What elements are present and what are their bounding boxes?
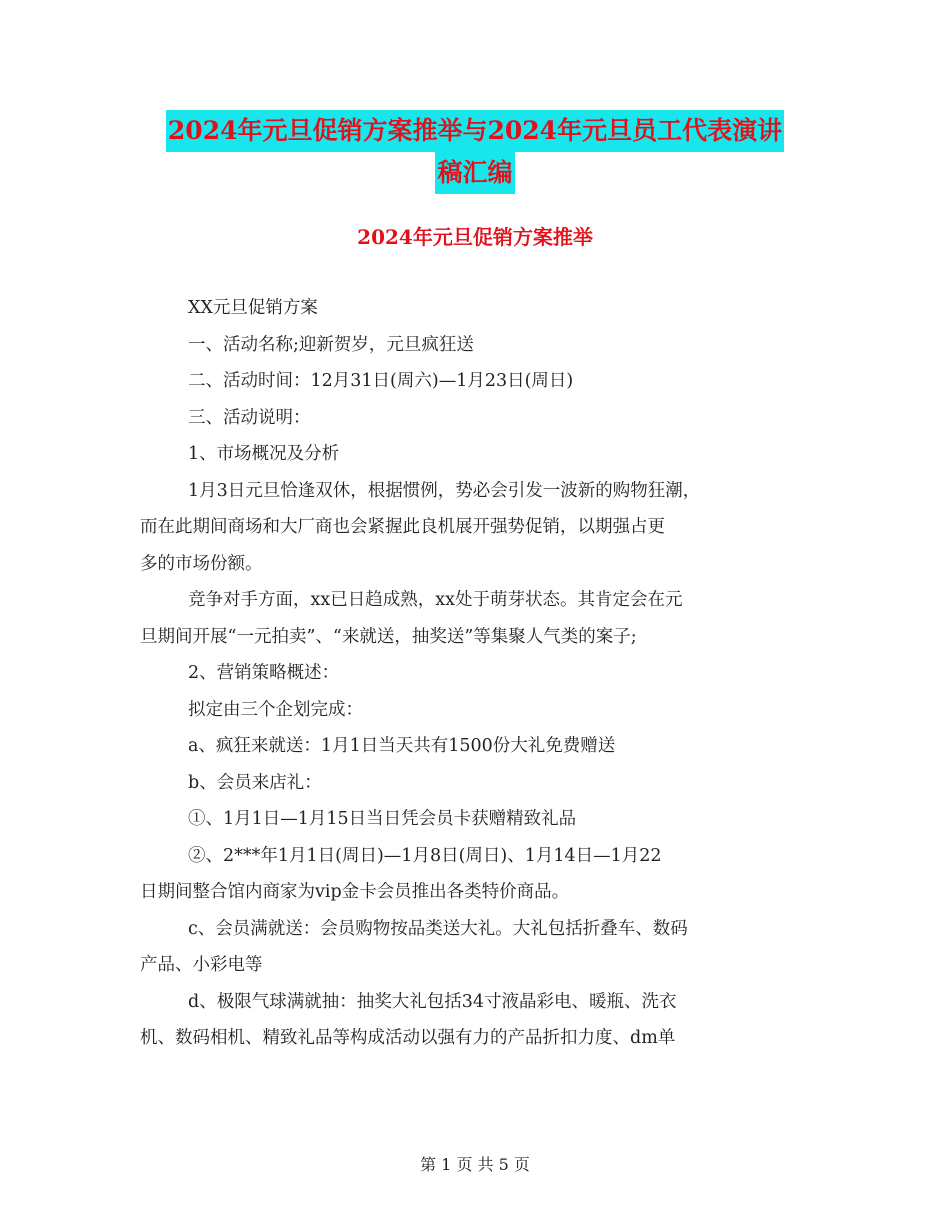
paragraph-line: ①、1月1日—1月15日当日凭会员卡获赠精致礼品: [188, 809, 577, 829]
paragraph-line: 1、市场概况及分析: [188, 444, 340, 464]
paragraph-line: 机、数码相机、精致礼品等构成活动以强有力的产品折扣力度、dm单: [140, 1028, 676, 1048]
section-title: 2024年元旦促销方案推举: [357, 225, 593, 249]
paragraph-line: 多的市场份额。: [140, 553, 263, 574]
paragraph-line: c、会员满就送：会员购物按品类送大礼。大礼包括折叠车、数码: [188, 918, 688, 939]
page-footer: 第 1 页 共 5 页: [420, 1155, 530, 1174]
paragraph-line: 三、活动说明：: [188, 407, 311, 428]
paragraph-line: 产品、小彩电等: [140, 955, 263, 975]
paragraph-line: 日期间整合馆内商家为vip金卡会员推出各类特价商品。: [140, 882, 570, 902]
title-line-1: 2024年元旦促销方案推举与2024年元旦员工代表演讲: [166, 110, 784, 152]
paragraph-line: 拟定由三个企划完成：: [188, 699, 363, 720]
paragraph-line: 竞争对手方面，xx已日趋成熟，xx处于萌芽状态。其肯定会在元: [188, 590, 683, 610]
paragraph-line: 旦期间开展“一元拍卖”、“来就送，抽奖送”等集聚人气类的案子;: [140, 626, 637, 647]
paragraph-line: a、疯狂来就送：1月1日当天共有1500份大礼免费赠送: [188, 736, 616, 756]
paragraph-line: 一、活动名称;迎新贺岁，元旦疯狂送: [188, 334, 474, 355]
paragraph-line: 而在此期间商场和大厂商也会紧握此良机展开强势促销，以期强占更: [140, 517, 665, 537]
paragraph-line: b、会员来店礼：: [188, 772, 322, 793]
title-line-2: 稿汇编: [435, 152, 514, 194]
paragraph-line: 二、活动时间：12月31日(周六)—1月23日(周日): [188, 371, 574, 391]
body-text: [140, 290, 820, 1057]
paragraph-line: XX元旦促销方案: [188, 298, 318, 318]
paragraph-line: 2、营销策略概述：: [188, 663, 340, 683]
document-title: [140, 110, 810, 194]
paragraph-line: ②、2***年1月1日(周日)—1月8日(周日)、1月14日—1月22: [188, 845, 662, 866]
paragraph-line: 1月3日元旦恰逢双休，根据惯例，势必会引发一波新的购物狂潮，: [188, 480, 701, 501]
paragraph-line: d、极限气球满就抽：抽奖大礼包括34寸液晶彩电、暖瓶、洗衣: [188, 991, 677, 1012]
